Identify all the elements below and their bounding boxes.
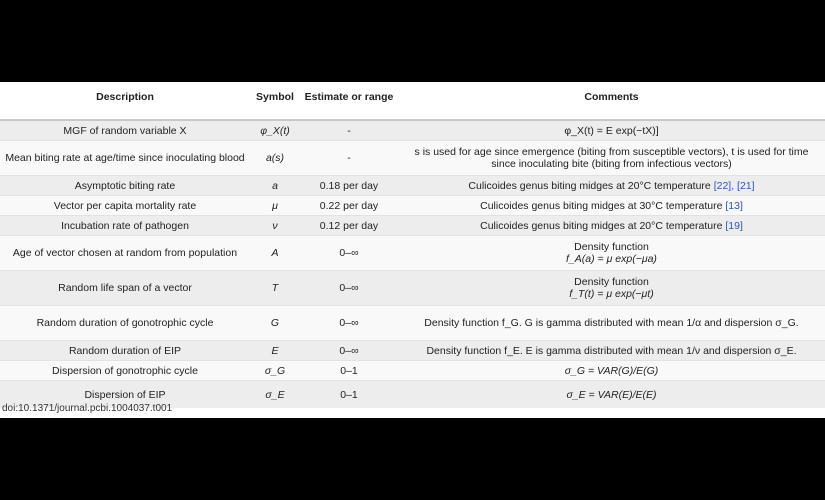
row-estimate: 0–∞: [300, 236, 398, 271]
row-description: MGF of random variable X: [0, 120, 250, 141]
row-comment: Density function f_E. E is gamma distributed with mean 1/ν and dispersion σ_E.: [398, 341, 825, 361]
comment-text: Density function: [574, 276, 649, 288]
table-row: [0, 196, 825, 216]
comment-text: Culicoides genus biting midges at 20°C temperature: [480, 219, 723, 232]
reference-link[interactable]: [13]: [725, 199, 743, 212]
row-symbol: E: [250, 341, 300, 361]
row-estimate: 0–∞: [300, 271, 398, 306]
row-symbol: μ: [250, 196, 300, 216]
row-description: Asymptotic biting rate: [0, 176, 250, 196]
table-row: [0, 141, 825, 176]
row-description: Random life span of a vector: [0, 271, 250, 306]
row-symbol: ν: [250, 216, 300, 236]
header-estimate: Estimate or range: [300, 85, 398, 120]
comment-text: Culicoides genus biting midges at 30°C temperature: [480, 199, 723, 212]
row-comment: [398, 176, 825, 196]
parameter-table: [0, 85, 825, 408]
row-comment: s is used for age since emergence (biting from susceptible vectors), t is used for time since inoculating bite (biting from infectious vectors): [398, 141, 825, 176]
row-symbol: σ_E: [250, 381, 300, 409]
row-estimate: 0–1: [300, 361, 398, 381]
row-symbol: G: [250, 306, 300, 341]
row-comment: φ_X(t) = E exp(−tX)]: [398, 120, 825, 141]
row-description: Mean biting rate at age/time since inoculating blood: [0, 141, 250, 176]
table-header-row: [0, 85, 825, 120]
row-description: Vector per capita mortality rate: [0, 196, 250, 216]
table-row: [0, 236, 825, 271]
row-estimate: -: [300, 141, 398, 176]
row-description: Random duration of EIP: [0, 341, 250, 361]
row-estimate: 0.22 per day: [300, 196, 398, 216]
row-estimate: 0–∞: [300, 306, 398, 341]
row-estimate: 0.18 per day: [300, 176, 398, 196]
reference-link[interactable]: [19]: [725, 219, 743, 232]
doi-link[interactable]: doi:10.1371/journal.pcbi.1004037.t001: [2, 403, 173, 414]
row-comment: [398, 236, 825, 271]
row-symbol: A: [250, 236, 300, 271]
row-comment: σ_E = VAR(E)/E(E): [398, 381, 825, 409]
row-estimate: 0–1: [300, 381, 398, 409]
row-symbol: a(s): [250, 141, 300, 176]
row-description: Dispersion of EIP: [0, 381, 250, 409]
row-description: Dispersion of gonotrophic cycle: [0, 361, 250, 381]
row-comment: [398, 196, 825, 216]
row-symbol: T: [250, 271, 300, 306]
header-symbol: Symbol: [250, 85, 300, 120]
row-comment: Density function f_G. G is gamma distributed with mean 1/α and dispersion σ_G.: [398, 306, 825, 341]
table-row: [0, 120, 825, 141]
table-row: [0, 216, 825, 236]
row-description: Incubation rate of pathogen: [0, 216, 250, 236]
header-description: Description: [0, 85, 250, 120]
table-row: [0, 306, 825, 341]
row-symbol: σ_G: [250, 361, 300, 381]
row-estimate: 0.12 per day: [300, 216, 398, 236]
table-panel: [0, 82, 825, 418]
row-estimate: 0–∞: [300, 341, 398, 361]
table-row: [0, 271, 825, 306]
comment-formula: f_T(t) = μ exp(−μt): [569, 288, 654, 300]
row-estimate: -: [300, 120, 398, 141]
table-row: [0, 361, 825, 381]
header-comments: Comments: [398, 85, 825, 120]
table-row: [0, 176, 825, 196]
reference-link[interactable]: [22], [21]: [713, 179, 755, 192]
row-description: Age of vector chosen at random from population: [0, 236, 250, 271]
row-description: Random duration of gonotrophic cycle: [0, 306, 250, 341]
row-symbol: a: [250, 176, 300, 196]
row-comment: σ_G = VAR(G)/E(G): [398, 361, 825, 381]
comment-text: Density function: [574, 241, 649, 253]
row-symbol: φ_X(t): [250, 120, 300, 141]
comment-formula: f_A(a) = μ exp(−μa): [566, 253, 657, 265]
table-row: [0, 341, 825, 361]
row-comment: [398, 216, 825, 236]
row-comment: [398, 271, 825, 306]
comment-text: Culicoides genus biting midges at 20°C temperature: [468, 179, 711, 192]
